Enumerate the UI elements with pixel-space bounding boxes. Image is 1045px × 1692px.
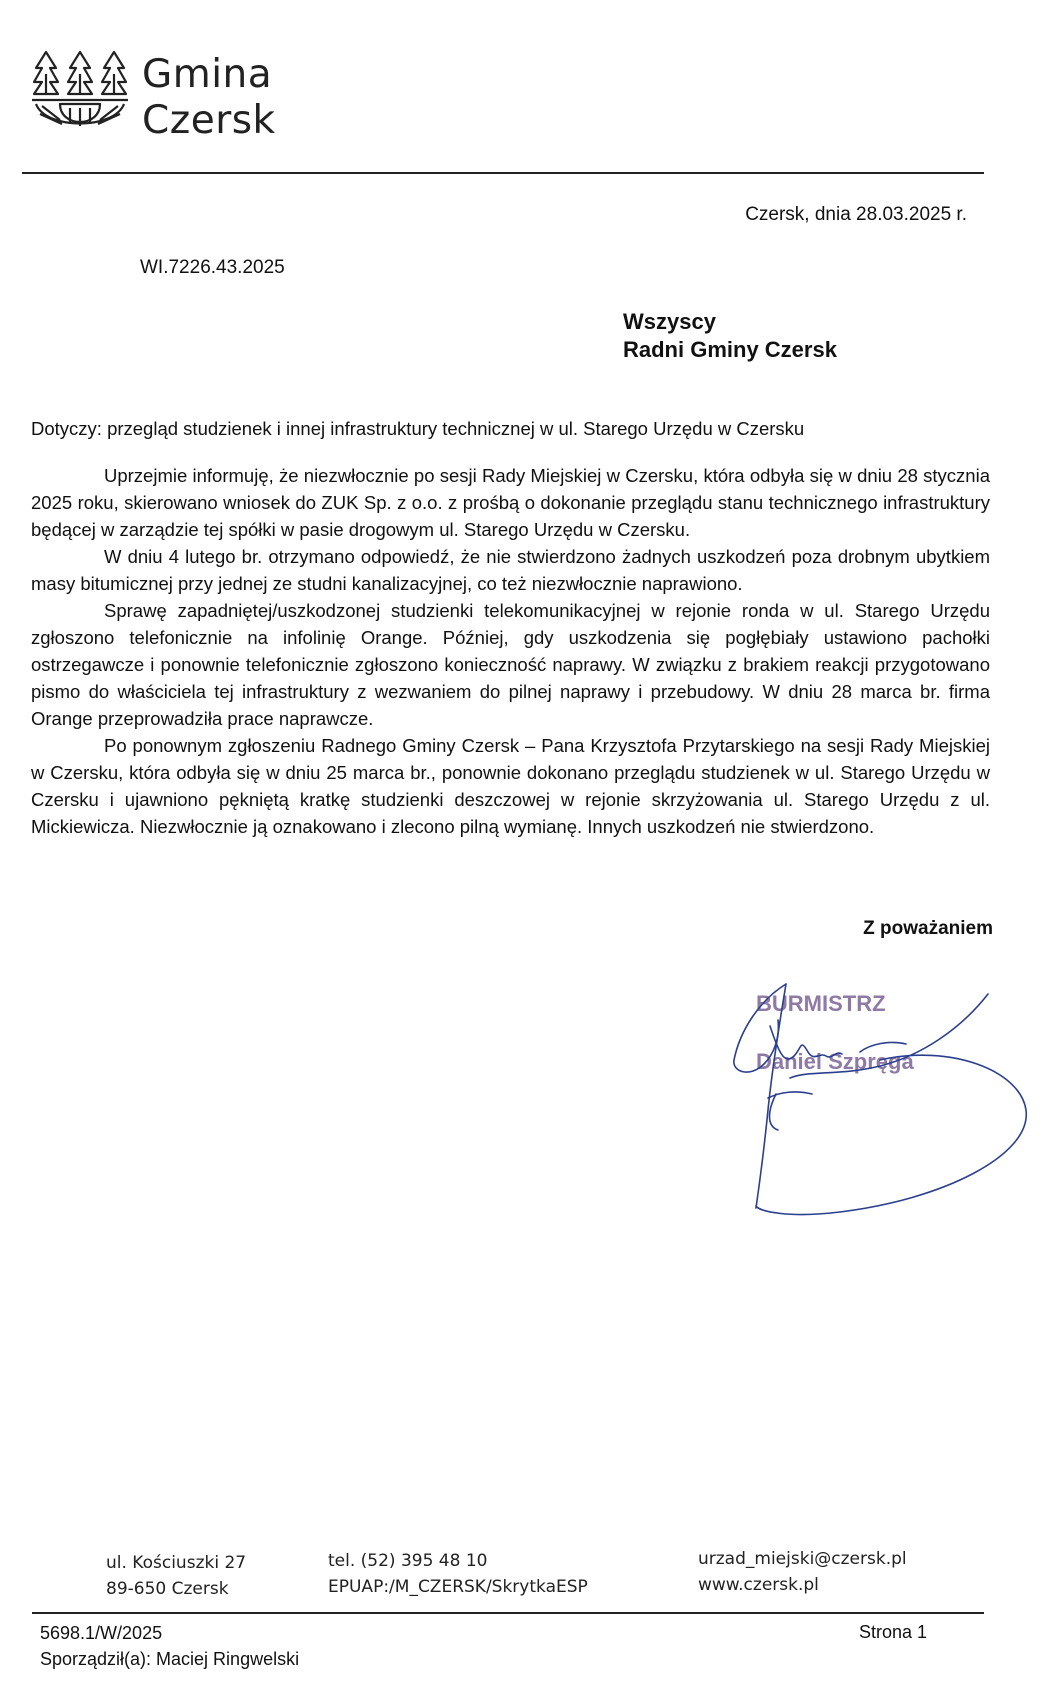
stamp-name: Daniel Szpręga xyxy=(756,1049,914,1074)
handwritten-signature-icon xyxy=(720,960,1040,1220)
body-paragraph: Uprzejmie informuję, że niezwłocznie po sesji Rady Miejskiej w Czersku, która odbyła się w dniu 28 stycznia 2025 roku, skierowano wniosek do ZUK Sp. z o.o. z prośbą o dokonanie przeglądu stanu technicznego infrastruktury będącej w zarządzie tej spółki w pasie drogowym ul. Starego Urzędu w Czersku. xyxy=(31,465,990,540)
phone-number: tel. (52) 395 48 10 xyxy=(328,1551,488,1571)
body-paragraph: Sprawę zapadniętej/uszkodzonej studzienki telekomunikacyjnej w rejonie ronda w ul. Starego Urzędu zgłoszono telefonicznie na infolinię Orange. Później, gdy uszkodzenia się pogłębiały ustawiono pachołki ostrzegawcze i ponownie telefonicznie zgłoszono konieczność naprawy. W związku z brakiem reakcji przygotowano pismo do właściciela tej infrastruktury z wezwaniem do pilnej naprawy i przebudowy. W dniu 28 marca br. firma Orange przeprowadziła prace naprawcze. xyxy=(31,600,990,729)
logo-line-gmina: Gmina xyxy=(142,52,273,97)
subject-line: Dotyczy: przegląd studzienek i innej infrastruktury technicznej w ul. Starego Urzędu w Czersku xyxy=(31,418,805,439)
gmina-czersk-logo-icon xyxy=(30,48,130,148)
address-city: 89-650 Czersk xyxy=(106,1579,229,1599)
website-link[interactable]: www.czersk.pl xyxy=(698,1575,819,1595)
address-street: ul. Kościuszki 27 xyxy=(106,1553,247,1573)
stamp-title: BURMISTRZ xyxy=(756,991,886,1016)
header-divider xyxy=(22,172,984,174)
logo-wordmark xyxy=(142,52,276,144)
document-meta xyxy=(40,1620,299,1672)
footer-contact xyxy=(328,1548,588,1600)
letter-date: Czersk, dnia 28.03.2025 r. xyxy=(745,204,967,225)
footer-address xyxy=(106,1550,246,1602)
logo-line-czersk: Czersk xyxy=(142,98,276,143)
prepared-by: Sporządził(a): Maciej Ringwelski xyxy=(40,1649,300,1669)
reference-number: WI.7226.43.2025 xyxy=(140,257,285,278)
body-paragraph: W dniu 4 lutego br. otrzymano odpowiedź, że nie stwierdzono żadnych uszkodzeń poza drobnym ubytkiem masy bitumicznej przy jednej ze studni kanalizacyjnej, co też niezwłocznie naprawiono. xyxy=(31,546,990,594)
document-number: 5698.1/W/2025 xyxy=(40,1623,163,1643)
email-link[interactable]: urzad_miejski@czersk.pl xyxy=(698,1549,907,1569)
recipient-block xyxy=(623,308,837,364)
epuap-address: EPUAP:/M_CZERSK/SkrytkaESP xyxy=(328,1577,588,1597)
letter-body xyxy=(31,462,990,840)
recipient-line-1: Wszyscy xyxy=(623,309,716,334)
recipient-line-2: Radni Gminy Czersk xyxy=(623,337,837,362)
closing-salutation: Z poważaniem xyxy=(863,918,993,939)
footer-divider xyxy=(32,1612,984,1614)
page-number: Strona 1 xyxy=(858,1622,927,1642)
body-paragraph: Po ponownym zgłoszeniu Radnego Gminy Czersk – Pana Krzysztofa Przytarskiego na sesji Rady Miejskiej w Czersku, która odbyła się w dniu 25 marca br., ponownie dokonano przeglądu studzienek w ul. Starego Urzędu w Czersku i ujawniono pękniętą kratkę studzienki deszczowej w rejonie skrzyżowania ul. Starego Urzędu z ul. Mickiewicza. Niezwłocznie ją oznakowano i zlecono pilną wymianę. Innych uszkodzeń nie stwierdzono. xyxy=(31,735,990,837)
footer-online xyxy=(698,1546,907,1598)
